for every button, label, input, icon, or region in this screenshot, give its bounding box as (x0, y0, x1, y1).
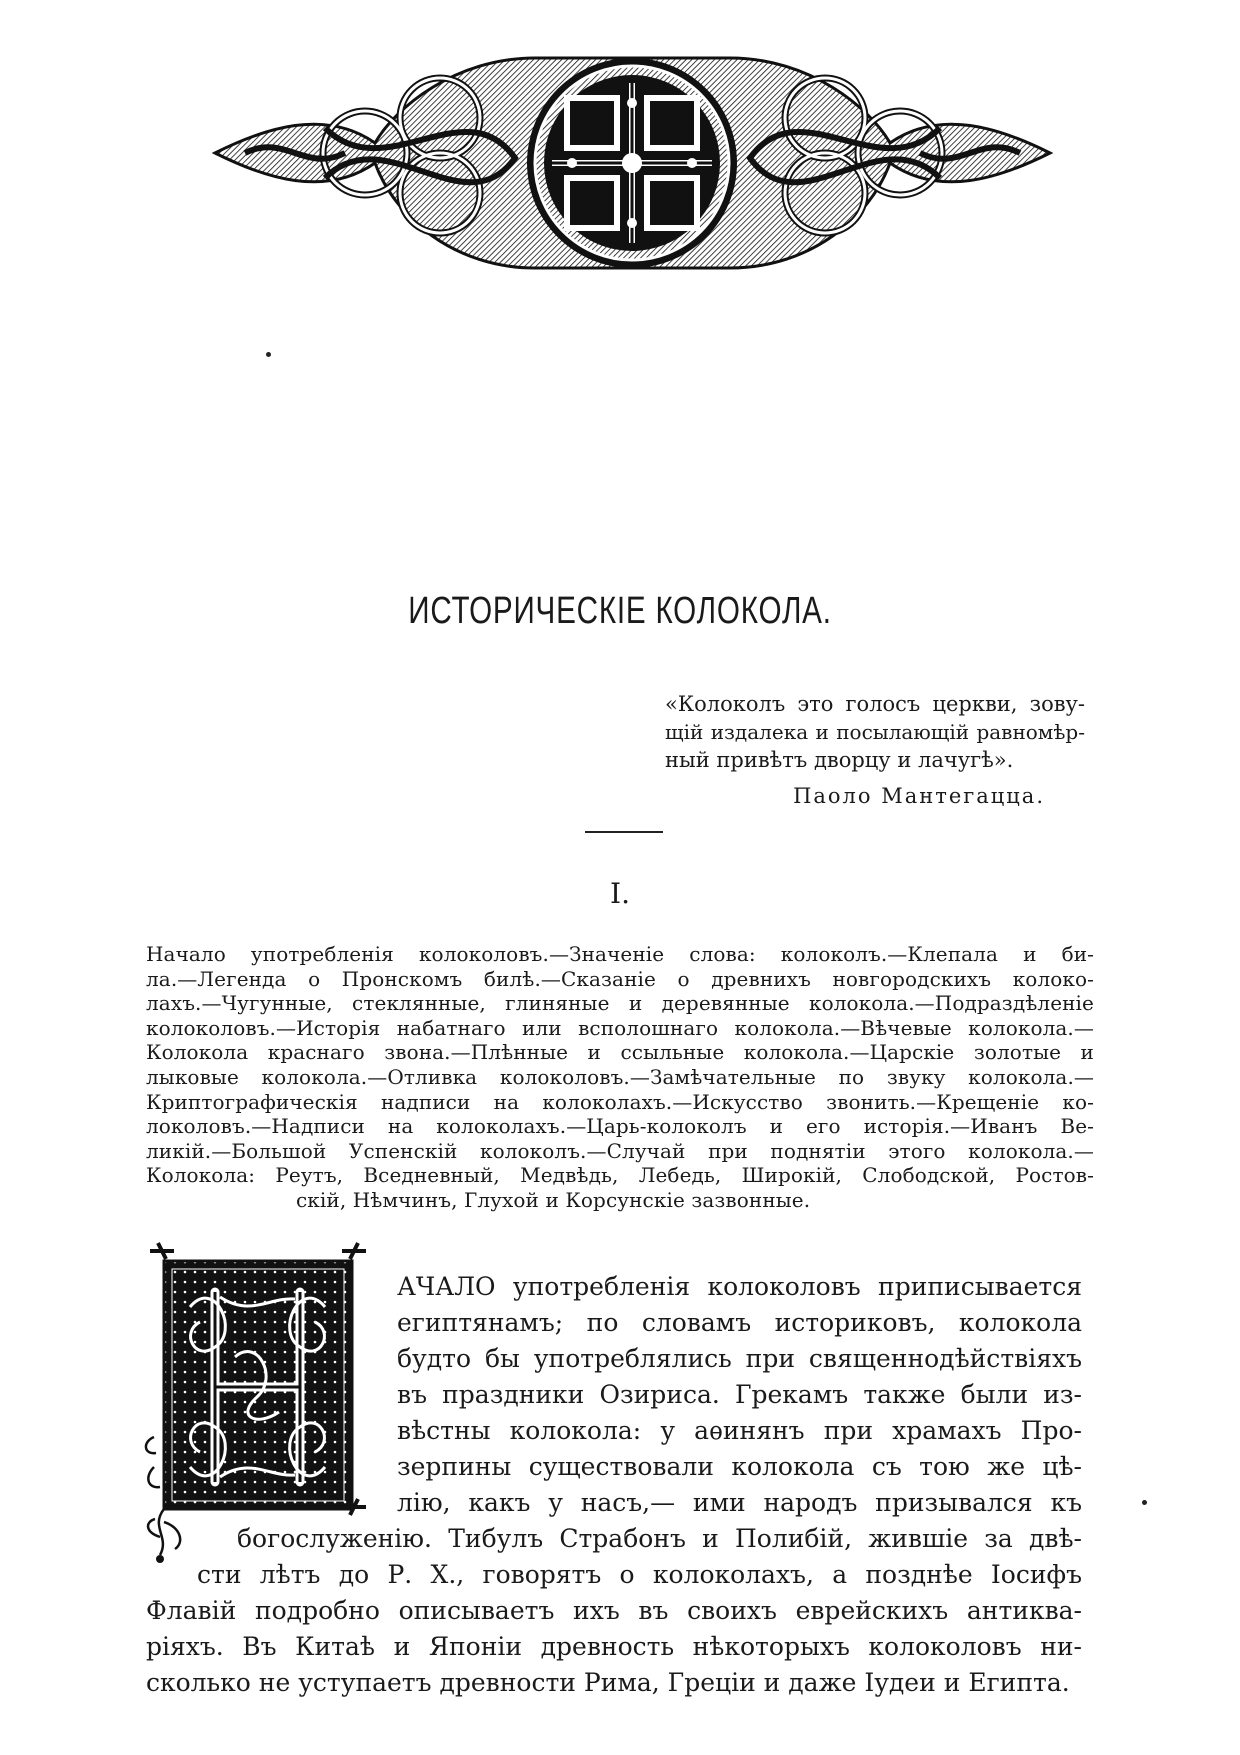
print-speck (1142, 1500, 1147, 1505)
epigraph-line: «Колоколъ это голосъ церкви, зову- (665, 692, 1085, 716)
epigraph-author: Паоло Мантегацца. (793, 784, 1045, 808)
page-title: ИСТОРИЧЕСКІЕ КОЛОКОЛА. (408, 590, 832, 632)
body-line: богослуженію. Тибулъ Страбонъ и Полибій, жившіе за двѣ- (237, 1524, 1082, 1553)
chapter-number: I. (610, 877, 630, 910)
section-divider (585, 831, 663, 833)
body-line: въ праздники Озириса. Грекамъ также были из- (397, 1380, 1082, 1409)
synopsis-line: лахъ.—Чугунные, стеклянные, глиняные и деревянные колокола.—Подраздѣленіе (146, 991, 1094, 1016)
print-speck (266, 352, 271, 357)
synopsis-line: колоколовъ.—Исторія набатнаго или всполошнаго колокола.—Вѣчевые колокола.— (146, 1015, 1094, 1040)
body-line: будто бы употреблялись при священнодѣйствіяхъ (397, 1344, 1082, 1373)
synopsis-line: Колокола краснаго звона.—Плѣнные и ссыльные колокола.—Царскіе золотые и (146, 1040, 1094, 1065)
synopsis-line: ла.—Легенда о Пронскомъ билѣ.—Сказаніе о древнихъ новгородскихъ колоко- (146, 966, 1094, 991)
body-line: ріяхъ. Въ Китаѣ и Японіи древность нѣкоторыхъ колоколовъ ни- (146, 1632, 1082, 1661)
epigraph-line: ный привѣтъ дворцу и лачугѣ». (665, 748, 1014, 772)
synopsis-line: Криптографическія надписи на колоколахъ.—Искусство звонить.—Крещеніе ко- (146, 1089, 1094, 1114)
synopsis-line: скій, Нѣмчинъ, Глухой и Корсунскіе зазвонные. (296, 1187, 811, 1212)
synopsis-line: лыковые колокола.—Отливка колоколовъ.—Замѣчательные по звуку колокола.— (146, 1064, 1094, 1089)
body-line: сти лѣтъ до Р. Х., говорятъ о колоколахъ, а позднѣе Іосифъ (197, 1560, 1082, 1589)
synopsis-line: ликій.—Большой Успенскій колоколъ.—Случай при поднятіи этого колокола.— (146, 1138, 1094, 1163)
body-line: Флавій подробно описываетъ ихъ въ своихъ еврейскихъ антиква- (146, 1596, 1082, 1625)
body-line: сколько не уступаетъ древности Рима, Греціи и даже Іудеи и Египта. (146, 1668, 1070, 1697)
epigraph-line: щій издалека и посылающій равномѣр- (665, 720, 1085, 744)
synopsis-line: Колокола: Реутъ, Вседневный, Медвѣдь, Лебедь, Широкій, Слободской, Ростов- (146, 1163, 1094, 1188)
epigraph (665, 690, 1085, 808)
chapter-synopsis (146, 942, 1094, 1213)
body-line: лію, какъ у насъ,— ими народъ призывался къ (397, 1488, 1082, 1517)
ornamental-headpiece (205, 48, 1060, 278)
synopsis-line: локоловъ.—Надписи на колоколахъ.—Царь-колоколъ и его исторія.—Иванъ Ве- (146, 1114, 1094, 1139)
body-line: зерпины существовали колокола съ тою же цѣ- (397, 1452, 1082, 1481)
body-line: АЧАЛО употребленія колоколовъ приписывается (397, 1272, 1082, 1301)
body-line: вѣстны колокола: у аѳинянъ при храмахъ Про- (397, 1416, 1082, 1445)
decorated-initial (140, 1237, 380, 1567)
synopsis-line: Начало употребленія колоколовъ.—Значеніе слова: колоколъ.—Клепала и би- (146, 942, 1094, 966)
body-line: египтянамъ; по словамъ историковъ, колокола (397, 1308, 1082, 1337)
